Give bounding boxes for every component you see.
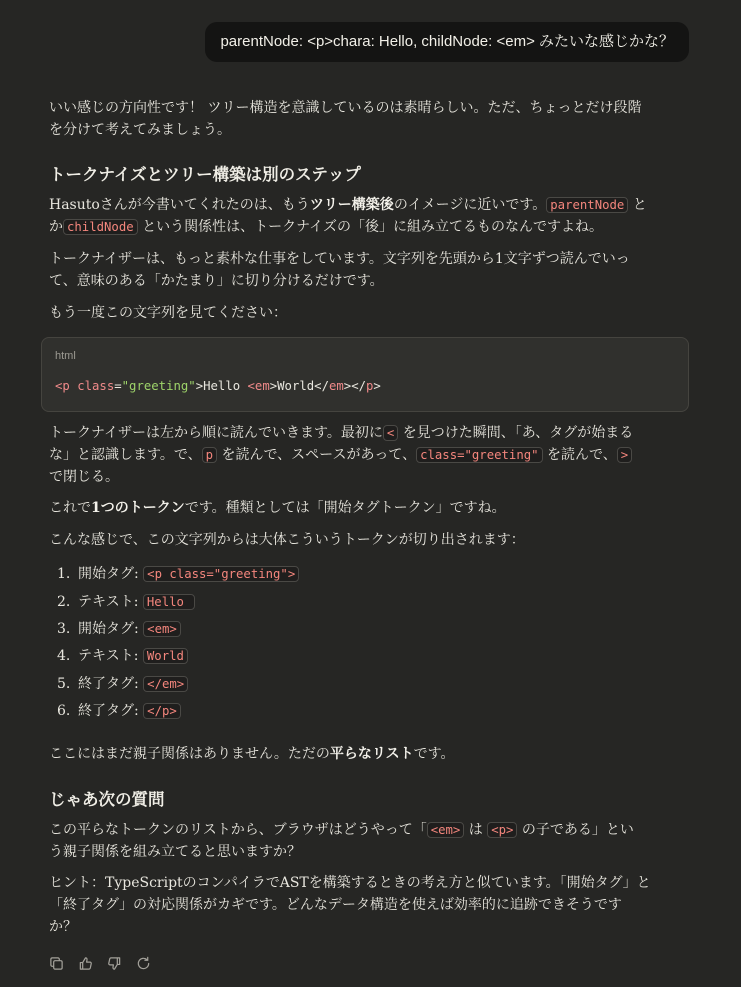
copy-icon	[49, 956, 64, 971]
paragraph-1-line-2	[49, 216, 603, 238]
retry-icon	[136, 956, 151, 971]
code-token: ></	[343, 379, 367, 393]
list-number: 1.	[57, 566, 71, 582]
code-token: "greeting"	[121, 379, 196, 393]
inline-code: >	[617, 447, 632, 463]
text: これで	[49, 500, 91, 516]
paragraph-2-line-2: て、意味のある「かたまり」に切り分けるだけです。	[49, 273, 384, 289]
text: を読んで、	[542, 447, 617, 463]
list-label: テキスト:	[78, 594, 143, 610]
paragraph-4-line-3: で閉じる。	[49, 469, 119, 485]
code-token: =	[114, 379, 122, 393]
list-label: 終了タグ:	[78, 703, 144, 719]
list-item	[49, 618, 181, 640]
list-label: 開始タグ:	[78, 566, 144, 582]
text: Hasutoさんが今書いてくれたのは、もう	[49, 197, 310, 213]
paragraph-6: こんな感じで、この文字列からは大体こういうトークンが切り出されます：	[49, 532, 525, 548]
message-actions	[47, 954, 152, 972]
bold-text: 1つのトークン	[91, 500, 185, 516]
code-token: >World</	[269, 379, 329, 393]
text: な」と認識します。で、	[49, 447, 202, 463]
inline-code: childNode	[63, 219, 138, 235]
paragraph-9-line-2: 「終了タグ」の対応関係がカギです。どんなデータ構造を使えば効率的に追跡できそうです	[49, 897, 622, 913]
text: という関係性は、トークナイズの「後」に組み立てるものなんですよね。	[137, 219, 603, 235]
code-token: class	[77, 379, 115, 393]
text: を見つけた瞬間、「あ、タグが始まる	[398, 425, 634, 441]
text: は	[464, 822, 488, 838]
user-message-bubble: parentNode: <p>chara: Hello, childNode: <em> みたいな感じかな？	[205, 22, 689, 62]
text: です。	[413, 746, 455, 762]
text: トークナイザーは左から順に読んでいきます。最初に	[49, 425, 383, 441]
inline-code: p	[202, 447, 217, 463]
thumbs-down-button[interactable]	[105, 954, 123, 972]
paragraph-4-line-1	[49, 422, 633, 444]
code-token: <p	[55, 379, 78, 393]
list-number: 6.	[57, 703, 71, 719]
list-number: 5.	[57, 676, 71, 692]
bold-text: 平らなリスト	[329, 746, 414, 762]
list-number: 4.	[57, 648, 71, 664]
text: の子である」とい	[517, 822, 634, 838]
list-number: 2.	[57, 594, 71, 610]
inline-code: <em>	[427, 822, 465, 838]
inline-code: class="greeting"	[416, 447, 542, 463]
text: か	[49, 219, 63, 235]
inline-code: Hello	[143, 594, 195, 610]
paragraph-3: もう一度この文字列を見てください：	[49, 305, 287, 321]
list-number: 3.	[57, 621, 71, 637]
code-token: <em	[247, 379, 270, 393]
paragraph-1-line-1	[49, 194, 647, 216]
text: を読んで、スペースがあって、	[217, 447, 417, 463]
text: ここにはまだ親子関係はありません。ただの	[49, 746, 330, 762]
paragraph-5	[49, 497, 506, 519]
text: です。種類としては「開始タグトークン」ですね。	[184, 500, 506, 516]
list-label: テキスト:	[78, 648, 143, 664]
code-token: em	[328, 379, 344, 393]
thumbs-down-icon	[107, 956, 122, 971]
text: この平らなトークンのリストから、ブラウザはどうやって「	[49, 822, 427, 838]
code-token: >	[373, 379, 381, 393]
code-block	[41, 337, 689, 412]
list-item	[49, 673, 188, 695]
copy-button[interactable]	[47, 954, 65, 972]
thumbs-up-icon	[78, 956, 93, 971]
inline-code: <p class="greeting">	[143, 566, 299, 582]
paragraph-4-line-2	[49, 444, 632, 466]
inline-code: <em>	[143, 621, 181, 637]
paragraph-9-line-3: か？	[49, 919, 77, 935]
paragraph-8-line-2: う親子関係を組み立てると思いますか？	[49, 844, 301, 860]
inline-code: </em>	[143, 676, 188, 692]
thumbs-up-button[interactable]	[76, 954, 94, 972]
paragraph-7	[49, 743, 454, 765]
inline-code: </p>	[143, 703, 181, 719]
code-content	[55, 379, 381, 393]
retry-button[interactable]	[134, 954, 152, 972]
list-item	[49, 591, 195, 613]
list-label: 開始タグ:	[78, 621, 144, 637]
list-item	[49, 645, 188, 667]
paragraph-9-line-1: ヒント：TypeScriptのコンパイラでASTを構築するときの考え方と似ています。「開始タグ」と	[49, 875, 651, 891]
list-item	[49, 563, 299, 585]
paragraph-8-line-1	[49, 819, 634, 841]
text: のイメージに近いです。	[393, 197, 547, 213]
code-token: p	[366, 379, 374, 393]
heading-tokenize: トークナイズとツリー構築は別のステップ	[49, 165, 361, 184]
inline-code: World	[143, 648, 188, 664]
list-item	[49, 700, 181, 722]
inline-code: <p>	[487, 822, 517, 838]
text: と	[628, 197, 647, 213]
list-label: 終了タグ:	[78, 676, 144, 692]
heading-next-question: じゃあ次の質問	[49, 790, 165, 809]
code-language-label: html	[55, 350, 76, 362]
code-token: >Hello	[195, 379, 248, 393]
bold-text: ツリー構築後	[309, 197, 394, 213]
intro-line-2: を分けて考えてみましょう。	[49, 122, 231, 138]
paragraph-2-line-1: トークナイザーは、もっと素朴な仕事をしています。文字列を先頭から1文字ずつ読んでいっ	[49, 251, 630, 267]
inline-code: <	[383, 425, 398, 441]
inline-code: parentNode	[546, 197, 628, 213]
intro-line-1: いい感じの方向性です！ ツリー構造を意識しているのは素晴らしい。ただ、ちょっとだけ段階	[49, 100, 642, 116]
